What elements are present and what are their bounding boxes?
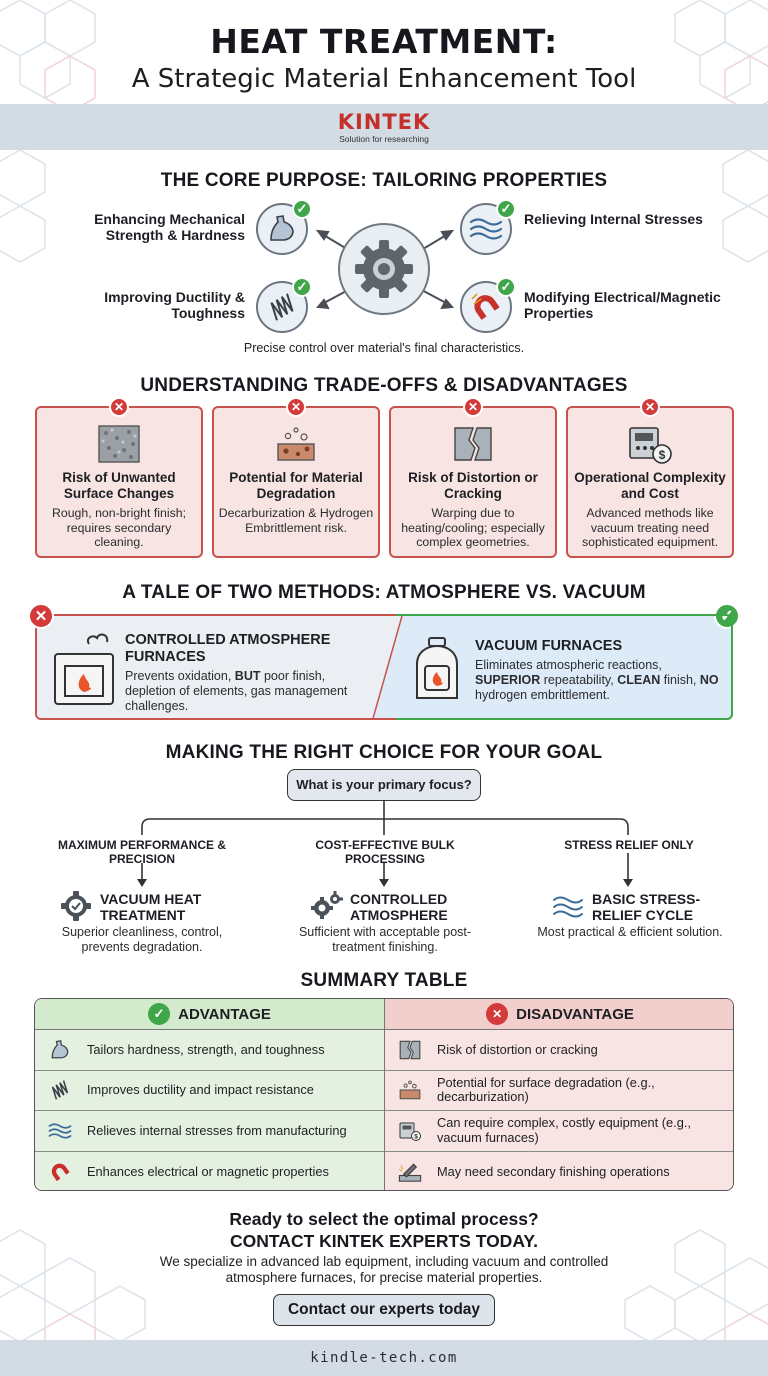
table-row: May need secondary finishing operations (385, 1152, 734, 1192)
cta-body: We specialize in advanced lab equipment, including vacuum and controlled atmosphere furnaces, for precise material properties. (159, 1254, 609, 1285)
methods-comparison (35, 614, 733, 720)
tradeoff-desc: Warping due to heating/cooling; especially complex geometries. (401, 506, 545, 549)
choice-result-desc: Superior cleanliness, control, prevents degradation. (61, 925, 223, 954)
vacuum-furnace-icon (409, 634, 465, 704)
check-icon: ✓ (496, 277, 516, 297)
x-icon: ✕ (28, 603, 54, 629)
page-title: HEAT TREATMENT: (210, 22, 558, 61)
check-icon: ✓ (148, 1003, 170, 1025)
svg-text:$: $ (658, 448, 666, 462)
atmosphere-desc: Prevents oxidation, BUT poor finish, depletion of elements, gas management challenges. (125, 669, 348, 713)
choice-result-title: CONTROLLED ATMOSPHERE (350, 891, 448, 923)
tradeoff-desc: Rough, non-bright finish; requires secondary cleaning. (52, 506, 186, 549)
tradeoff-desc: Decarburization & Hydrogen Embrittlement risk. (218, 506, 374, 535)
contact-experts-button[interactable]: Contact our experts today (273, 1294, 495, 1326)
purpose-stress-label: Relieving Internal Stresses (524, 211, 703, 227)
core-caption: Precise control over material's final characteristics. (243, 341, 525, 355)
purpose-strength-label: Enhancing Mechanical Strength & Hardness (94, 211, 245, 243)
table-row: Enhances electrical or magnetic properties (35, 1152, 384, 1192)
tradeoff-desc: Advanced methods like vacuum treating need sophisticated equipment. (581, 506, 719, 549)
x-icon: ✕ (109, 397, 129, 417)
tradeoff-card-distortion (389, 406, 557, 558)
x-icon: ✕ (640, 397, 660, 417)
choice-heading-cost: COST-EFFECTIVE BULK PROCESSING (315, 838, 455, 866)
choice-result-desc: Most practical & efficient solution. (537, 925, 723, 939)
atmosphere-furnace-icon (51, 630, 121, 706)
tradeoff-title: Potential for Material Degradation (229, 470, 363, 501)
disadvantage-header: DISADVANTAGE (516, 1005, 634, 1023)
brand-band (0, 104, 768, 150)
check-icon: ✓ (496, 199, 516, 219)
check-icon: ✓ (292, 277, 312, 297)
choice-result-title: BASIC STRESS-RELIEF CYCLE (592, 891, 701, 923)
magnet-icon (48, 1160, 72, 1184)
summary-table (34, 998, 734, 1191)
degraded-material-icon (398, 1079, 422, 1101)
x-icon: ✕ (463, 397, 483, 417)
brand-tagline: Solution for researching (339, 134, 429, 144)
cracked-block-icon (398, 1039, 422, 1061)
table-row: Relieves internal stresses from manufacturing (35, 1111, 384, 1152)
x-icon: ✕ (286, 397, 306, 417)
tradeoffs-title: UNDERSTANDING TRADE-OFFS & DISADVANTAGES (140, 375, 628, 396)
page-subtitle: A Strategic Material Enhancement Tool (131, 64, 637, 94)
rough-surface-icon (97, 424, 141, 464)
footer-url[interactable]: kindle-tech.com (0, 1340, 768, 1376)
tradeoff-card-complexity (566, 406, 734, 558)
choice-result-title: VACUUM HEAT TREATMENT (100, 891, 202, 923)
wave-lines-icon (469, 217, 503, 241)
kintek-logo: KINTEK (337, 110, 431, 134)
primary-focus-question: What is your primary focus? (287, 769, 481, 801)
purpose-ductility-label: Improving Ductility & Toughness (104, 289, 245, 321)
x-icon: ✕ (486, 1003, 508, 1025)
grinding-tool-icon (398, 1161, 422, 1183)
gear-check-icon (60, 890, 92, 922)
table-row: Tailors hardness, strength, and toughness (35, 1030, 384, 1071)
magnet-icon (469, 290, 503, 324)
vacuum-title: VACUUM FURNACES (475, 638, 623, 654)
page-header (0, 22, 768, 96)
disadvantage-column (385, 999, 734, 1190)
advantage-header: ADVANTAGE (178, 1005, 271, 1023)
gears-icon (310, 890, 344, 922)
spring-icon (265, 290, 299, 324)
tradeoff-card-surface (35, 406, 203, 558)
atmosphere-title: CONTROLLED ATMOSPHERE FURNACES (125, 632, 331, 665)
flexed-arm-icon (265, 212, 299, 246)
choice-heading-performance: MAXIMUM PERFORMANCE & PRECISION (58, 838, 226, 866)
tradeoff-title: Risk of Distortion or Cracking (408, 470, 538, 501)
table-row: Risk of distortion or cracking (385, 1030, 734, 1071)
tradeoff-card-degradation (212, 406, 380, 558)
advantage-column (35, 999, 385, 1190)
degraded-material-icon (274, 424, 318, 464)
tradeoff-title: Risk of Unwanted Surface Changes (62, 470, 176, 501)
table-row: Potential for surface degradation (e.g., decarburization) (385, 1071, 734, 1112)
flexed-arm-icon (48, 1038, 72, 1062)
equipment-cost-icon (626, 422, 674, 466)
cracked-block-icon (451, 424, 495, 464)
choice-heading-stress: STRESS RELIEF ONLY (564, 838, 694, 852)
wave-lines-icon (48, 1121, 72, 1141)
check-icon: ✓ (714, 603, 740, 629)
wave-lines-icon (552, 894, 584, 920)
core-purpose-title: THE CORE PURPOSE: TAILORING PROPERTIES (160, 170, 608, 191)
table-row: $ Can require complex, costly equipment (e.g., vacuum furnaces) (385, 1111, 734, 1152)
gear-icon (351, 236, 417, 302)
svg-text:$: $ (414, 1133, 418, 1141)
cta-line1: Ready to select the optimal process? (229, 1209, 539, 1229)
check-icon: ✓ (292, 199, 312, 219)
purpose-magnetic-label: Modifying Electrical/Magnetic Properties (524, 289, 721, 321)
methods-title: A TALE OF TWO METHODS: ATMOSPHERE VS. VACUUM (122, 582, 646, 603)
cta-heading (0, 1208, 768, 1252)
choice-result-desc: Sufficient with acceptable post-treatment finishing. (298, 925, 472, 954)
cta-line2: CONTACT KINTEK EXPERTS TODAY. (230, 1231, 538, 1251)
table-row: Improves ductility and impact resistance (35, 1071, 384, 1112)
summary-title: SUMMARY TABLE (300, 970, 468, 991)
center-gear (338, 223, 430, 315)
vacuum-desc: Eliminates atmospheric reactions, SUPERIOR repeatability, CLEAN finish, NO hydrogen embrittlement. (475, 658, 719, 702)
equipment-cost-icon (398, 1120, 422, 1142)
spring-icon (48, 1078, 72, 1102)
choice-title: MAKING THE RIGHT CHOICE FOR YOUR GOAL (165, 742, 603, 763)
tradeoff-title: Operational Complexity and Cost (574, 470, 726, 501)
